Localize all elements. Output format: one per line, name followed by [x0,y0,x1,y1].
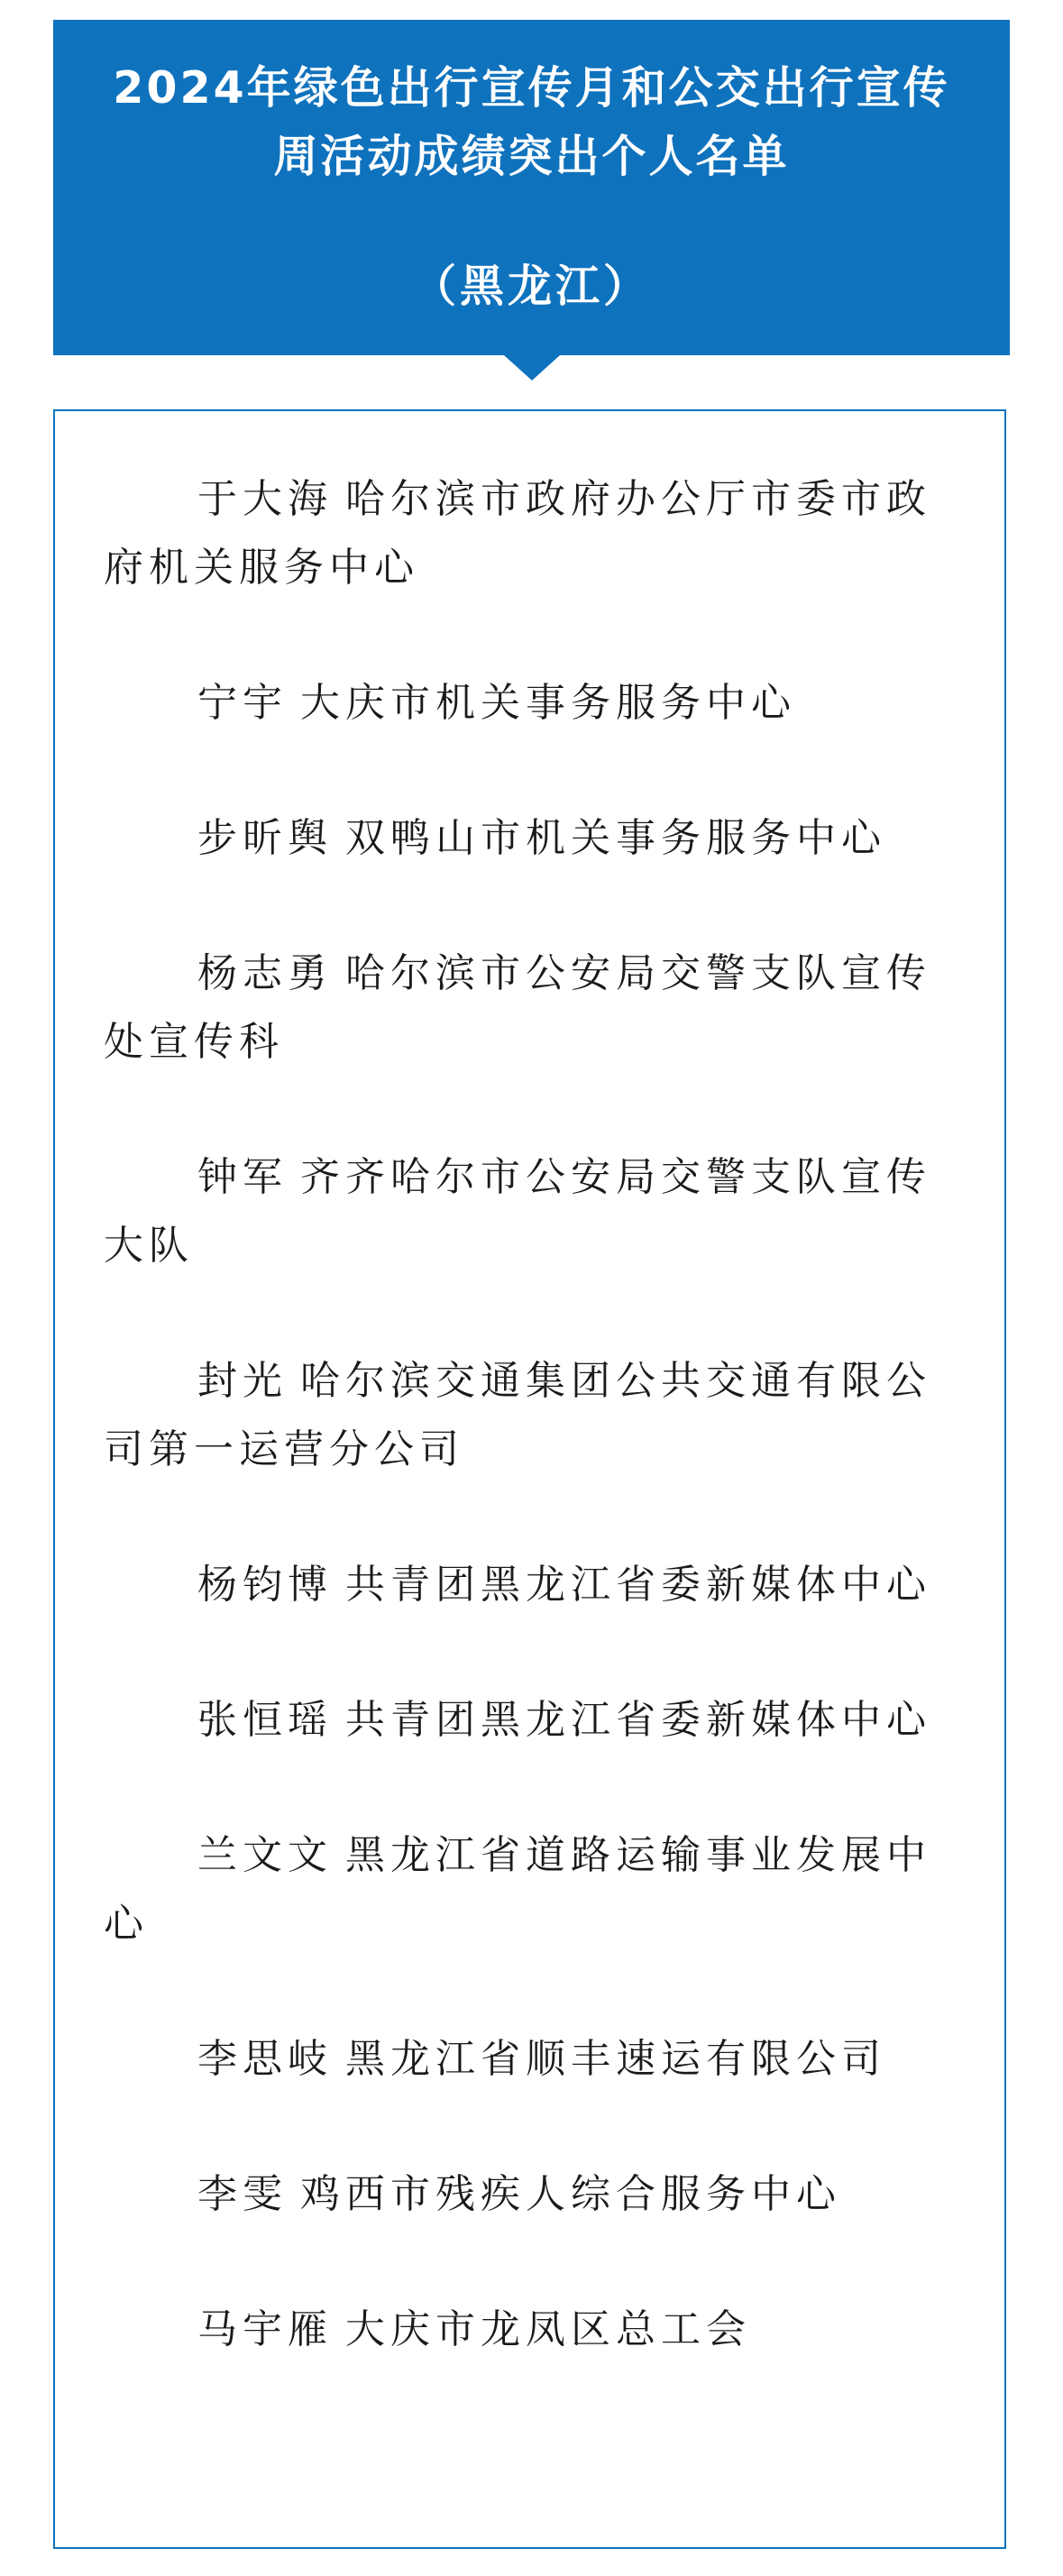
honoree-organization: 双鸭山市机关事务服务中心 [345,815,886,861]
honoree-entry [104,465,960,602]
honoree-entry [104,1821,960,1958]
honoree-name: 封光 [197,1358,288,1404]
honoree-name: 兰文文 [197,1832,333,1878]
honoree-entry [104,804,960,873]
honoree-name: 杨志勇 [197,950,333,996]
title-banner [53,20,1010,355]
honoree-name: 宁宇 [197,680,288,726]
honoree-organization: 鸡西市残疾人综合服务中心 [300,2171,841,2217]
honoree-organization: 哈尔滨市公安局交警支队宣传处宣传科 [104,950,931,1065]
honoree-organization: 黑龙江省顺丰速运有限公司 [345,2036,886,2082]
honoree-entry [104,1347,960,1484]
honoree-list-box [53,409,1006,2549]
honoree-name: 马宇雁 [197,2306,333,2352]
honoree-entry [104,1143,960,1280]
honoree-name: 于大海 [197,476,333,522]
honoree-organization: 齐齐哈尔市公安局交警支队宣传大队 [104,1154,931,1269]
honoree-name: 钟军 [197,1154,288,1200]
honoree-entry [104,2025,960,2094]
region-subtitle: （黑龙江） [411,261,651,312]
honoree-name: 张恒瑶 [197,1697,333,1743]
honoree-organization: 哈尔滨交通集团公共交通有限公司第一运营分公司 [104,1358,931,1472]
honoree-entry [104,2296,960,2364]
page-title-line-2: 周活动成绩突出个人名单 [273,131,790,182]
honoree-organization: 共青团黑龙江省委新媒体中心 [345,1562,931,1608]
page-title [53,54,1010,191]
honoree-list [104,465,960,2431]
page-title-line-1: 2024年绿色出行宣传月和公交出行宣传 [113,62,950,114]
honoree-name: 李雯 [197,2171,288,2217]
honoree-organization: 黑龙江省道路运输事业发展中心 [104,1832,931,1947]
honoree-entry [104,2160,960,2229]
honoree-name: 杨钧博 [197,1562,333,1608]
banner-pointer [504,355,560,380]
honoree-organization: 哈尔滨市政府办公厅市委市政府机关服务中心 [104,476,931,591]
honoree-entry [104,1551,960,1619]
honoree-name: 李思岐 [197,2036,333,2082]
honoree-organization: 共青团黑龙江省委新媒体中心 [345,1697,931,1743]
honoree-entry [104,1686,960,1755]
honoree-entry [104,669,960,738]
honoree-organization: 大庆市机关事务服务中心 [300,680,796,726]
honoree-organization: 大庆市龙凤区总工会 [345,2306,751,2352]
honoree-entry [104,940,960,1077]
honoree-name: 步昕舆 [197,815,333,861]
